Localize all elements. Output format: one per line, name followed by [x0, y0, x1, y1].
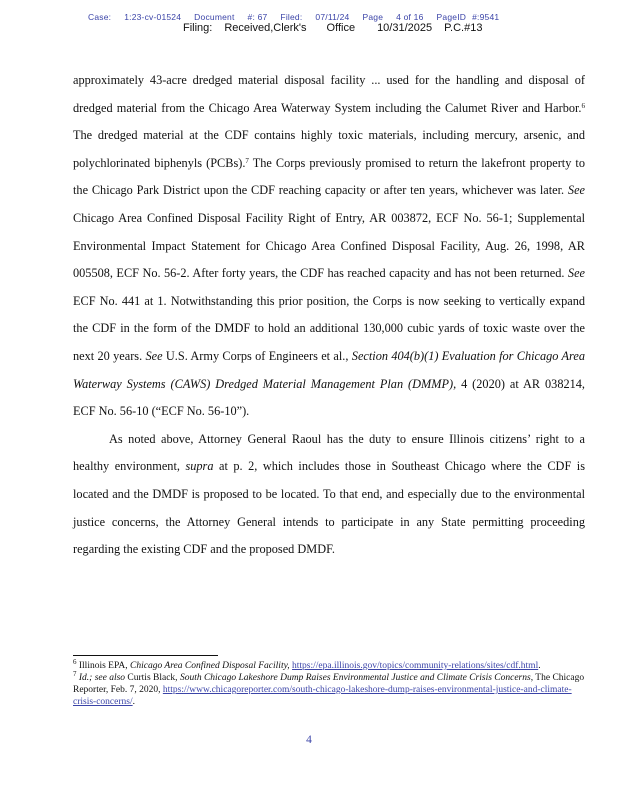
footnote-6-title: Chicago Area Confined Disposal Facility,	[130, 661, 290, 671]
footnote-7-number: 7	[73, 670, 77, 678]
filing-date: 10/31/2025	[377, 22, 433, 34]
p2-supra: supra	[185, 459, 214, 474]
p2-text-1: As noted above, Attorney General Raoul has the duty to ensure Illinois citizens’ right to a healthy environment,	[73, 431, 585, 474]
footnotes	[73, 660, 585, 708]
page-label: Page	[362, 12, 384, 22]
p1-see-1: See	[567, 183, 585, 198]
document-label: Document	[194, 12, 235, 22]
case-number: 1:23-cv-01524	[124, 12, 182, 22]
paragraph-cdf-background	[73, 67, 585, 426]
footnote-7-end: .	[132, 697, 135, 707]
p1-text-6: U.S. Army Corps of Engineers et al.,	[162, 348, 352, 363]
p1-text-2: The dredged material at the CDF contains highly toxic materials, including mercury, arsenic, and polychlorinated biphenyls (PCBs).	[73, 128, 585, 170]
footnote-6-text: Illinois EPA,	[76, 661, 130, 671]
page-number: 4	[306, 734, 312, 746]
filing-label: Filing:	[183, 22, 213, 34]
footnote-7-title: South Chicago Lakeshore Dump Raises Environmental Justice and Climate Crisis Concerns	[179, 673, 531, 683]
filing-header	[183, 22, 494, 34]
p1-text-5: ECF No. 441 at 1. Notwithstanding this prior position, the Corps is now seeking to vertically expand the CDF in the form of the DMDF to hold an additional 130,000 cubic yards of toxic waste over the next 20 years.	[73, 293, 585, 363]
page-of: 4 of 16	[396, 12, 424, 22]
footnote-6-number: 6	[73, 658, 77, 666]
pageid-number: #:9541	[472, 12, 500, 22]
p1-see-3: See	[145, 348, 163, 363]
body-text	[73, 67, 585, 564]
footnote-6	[73, 660, 585, 672]
document-number: #: 67	[247, 12, 268, 22]
pc-number: P.C.#13	[444, 22, 483, 34]
footnote-6-end: .	[538, 661, 541, 671]
p1-report-title: Section 404(b)(1) Evaluation for Chicago Area Waterway Systems (CAWS) Dredged Material Management Plan (DMMP),	[73, 348, 585, 391]
office-label: Office	[326, 22, 356, 34]
footnote-7-id-see: Id.; see also	[76, 673, 126, 683]
footnote-6-link[interactable]: https://epa.illinois.gov/topics/community-relations/sites/cdf.html	[292, 661, 539, 671]
footnote-7-source: , The Chicago Reporter, Feb. 7, 2020,	[73, 673, 585, 695]
case-label: Case:	[88, 12, 112, 22]
p1-see-2: See	[567, 266, 585, 281]
filed-date: 07/11/24	[315, 12, 350, 22]
footnote-ref-7[interactable]: 7	[245, 156, 249, 165]
p1-text-7: 4 (2020) at AR 038214, ECF No. 56-10 (“ECF No. 56-10”).	[73, 376, 585, 419]
p1-text-1: approximately 43-acre dredged material disposal facility ... used for the handling and disposal of dredged material from the Chicago Area Waterway System including the Calumet River and Harbor.	[73, 73, 585, 115]
p1-text-4: Chicago Area Confined Disposal Facility Right of Entry, AR 003872, ECF No. 56-1; Supplemental Environmental Impact Statement for Chicago Area Confined Disposal Facility, Aug. 26, 1998, AR 005508, ECF No. 56-2. After forty years, the CDF has reached capacity and has not been returned.	[73, 210, 585, 281]
footnote-7	[73, 672, 585, 708]
received-label: Received,Clerk's	[224, 22, 307, 34]
p1-text-3: The Corps previously promised to return the lakefront property to the Chicago Park District upon the CDF reaching capacity or after ten years, whichever was later.	[73, 155, 585, 198]
p2-text-2: at p. 2, which includes those in Southeast Chicago where the CDF is located and the DMDF is proposed to be located. To that end, and especially due to the environmental justice concerns, the Attorney General intends to participate in any State permitting proceeding regarding the existing CDF and the proposed DMDF.	[73, 459, 585, 557]
footnote-7-link[interactable]: https://www.chicagoreporter.com/south-chicago-lakeshore-dump-raises-environmental-justice-and-climate-crisis-concerns/	[73, 685, 572, 707]
case-header	[88, 12, 512, 22]
footnote-7-author: Curtis Black,	[125, 673, 180, 683]
filed-label: Filed:	[280, 12, 303, 22]
pageid-label: PageID	[436, 12, 467, 22]
footnote-ref-6[interactable]: 6	[581, 101, 585, 110]
paragraph-attorney-general	[73, 426, 585, 564]
footnote-divider	[73, 655, 218, 656]
